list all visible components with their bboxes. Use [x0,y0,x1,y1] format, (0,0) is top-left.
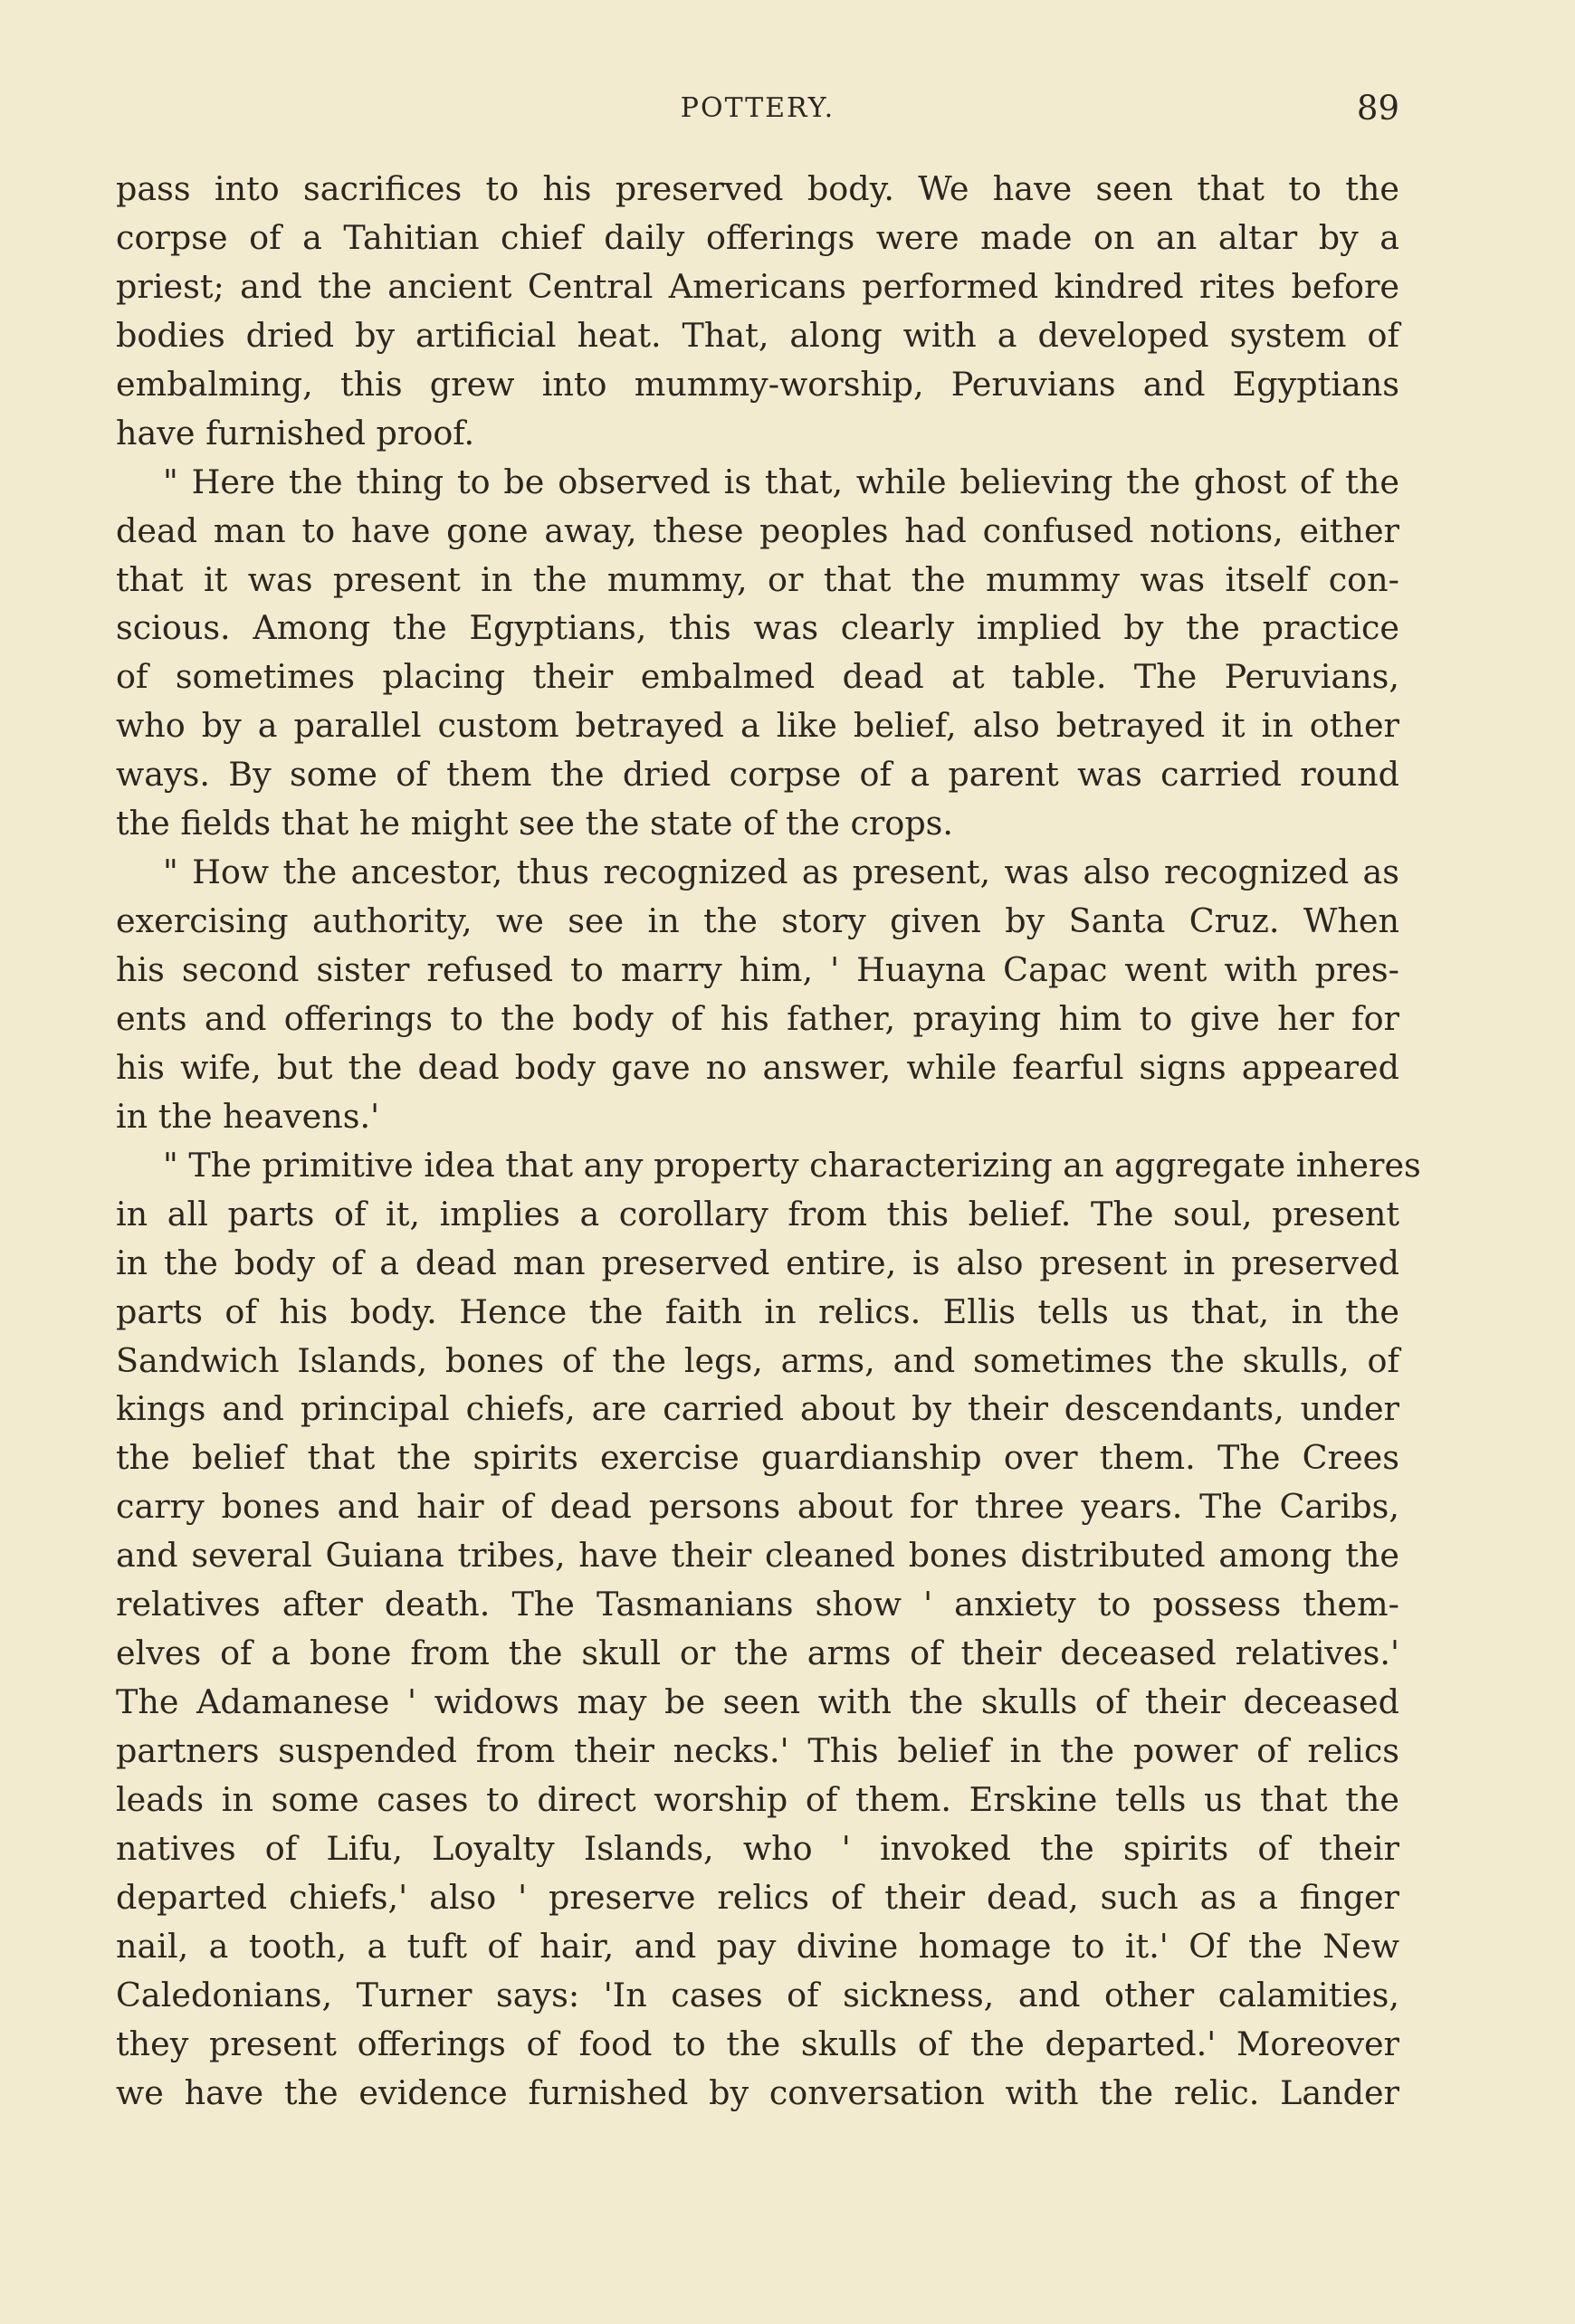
body-text [116,165,1421,2118]
text-line: pass into sacrifices to his preserved body. We have seen that to the [116,169,1399,208]
text-line: leads in some cases to direct worship of them. Erskine tells us that the [116,1779,1399,1819]
text-line: his second sister refused to marry him, ' Huayna Capac went with pres- [116,950,1399,989]
text-line: have furnished proof. [116,413,475,452]
text-line: of sometimes placing their embalmed dead at table. The Peruvians, [116,657,1399,697]
text-line: partners suspended from their necks.' This belief in the power of relics [116,1731,1399,1770]
page-number: 89 [1356,89,1399,128]
text-line: that it was present in the mummy, or that the mummy was itself con- [116,559,1399,599]
text-line: scious. Among the Egyptians, this was clearly implied by the practice [116,608,1399,648]
text-line: who by a parallel custom betrayed a like belief, also betrayed it in other [116,706,1399,746]
text-line: departed chiefs,' also ' preserve relics of their dead, such as a finger [116,1877,1399,1917]
text-line: the belief that the spirits exercise guardianship over them. The Crees [116,1438,1399,1478]
text-line: elves of a bone from the skull or the arms of their deceased relatives.' [116,1633,1399,1673]
text-line: ents and offerings to the body of his father, praying him to give her for [116,998,1399,1038]
text-line: ways. By some of them the dried corpse of a parent was carried round [116,755,1399,795]
text-line: the fields that he might see the state of the crops. [116,804,954,843]
text-line: embalming, this grew into mummy-worship, Peruvians and Egyptians [116,364,1399,404]
text-line: " How the ancestor, thus recognized as present, was also recognized as [163,852,1399,892]
text-line: kings and principal chiefs, are carried about by their descendants, under [116,1389,1399,1429]
text-line: his wife, but the dead body gave no answer, while fearful signs appeared [116,1047,1399,1087]
text-line: and several Guiana tribes, have their cleaned bones distributed among the [116,1536,1399,1576]
text-line: The Adamanese ' widows may be seen with the skulls of their deceased [116,1682,1399,1722]
running-head: POTTERY. [680,92,835,124]
text-line: corpse of a Tahitian chief daily offerings were made on an altar by a [116,217,1399,257]
text-line: exercising authority, we see in the story given by Santa Cruz. When [116,901,1399,941]
text-line: parts of his body. Hence the faith in relics. Ellis tells us that, in the [116,1291,1399,1331]
text-line: bodies dried by artificial heat. That, along with a developed system of [116,315,1399,355]
text-line: " Here the thing to be observed is that, while believing the ghost of the [163,462,1399,501]
text-line: carry bones and hair of dead persons about for three years. The Caribs, [116,1487,1399,1527]
text-line: nail, a tooth, a tuft of hair, and pay divine homage to it.' Of the New [116,1926,1399,1966]
page-header [116,90,1399,136]
text-line: in the body of a dead man preserved entire, is also present in preserved [116,1243,1399,1282]
text-line: Caledonians, Turner says: 'In cases of sickness, and other calamities, [116,1975,1399,2014]
text-line: in all parts of it, implies a corollary from this belief. The soul, present [116,1194,1399,1233]
text-line: in the heavens.' [116,1096,380,1136]
text-line: Sandwich Islands, bones of the legs, arms, and sometimes the skulls, of [116,1340,1399,1380]
text-line: " The primitive idea that any property characterizing an aggregate inheres [163,1145,1421,1185]
text-line: they present offerings of food to the skulls of the departed.' Moreover [116,2024,1399,2063]
text-line: we have the evidence furnished by conversation with the relic. Lander [116,2072,1399,2112]
text-line: priest; and the ancient Central Americans performed kindred rites before [116,266,1399,306]
text-line: dead man to have gone away, these peoples had confused notions, either [116,510,1399,550]
text-line: natives of Lifu, Loyalty Islands, who ' invoked the spirits of their [116,1828,1399,1868]
text-line: relatives after death. The Tasmanians show ' anxiety to possess them- [116,1585,1399,1624]
